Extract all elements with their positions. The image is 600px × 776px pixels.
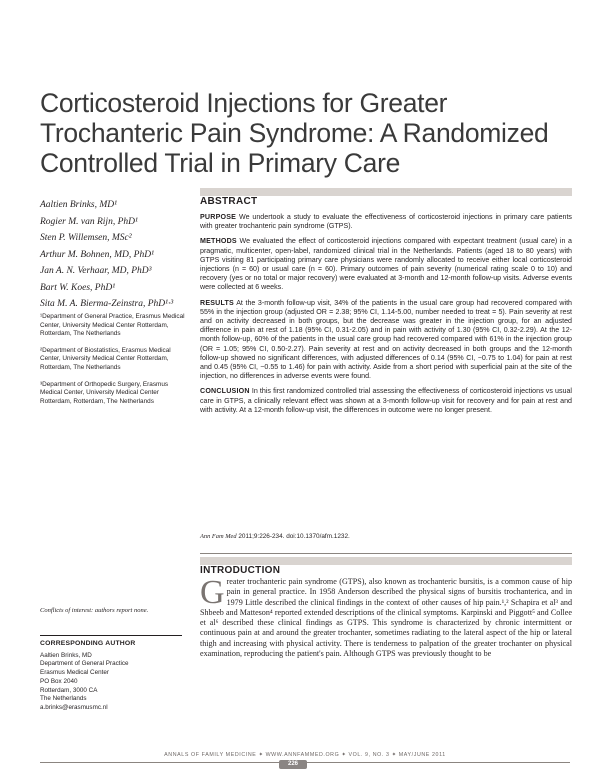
abstract-heading: ABSTRACT xyxy=(200,196,258,207)
affiliation: ¹Department of General Practice, Erasmus Medical Center, University Medical Center Rotterdam, Rotterdam, The Netherlands xyxy=(40,313,185,338)
introduction-body xyxy=(200,574,572,659)
results-text: At the 3-month follow-up visit, 34% of the patients in the usual care group had recovered compared with 55% in the injection group (adjusted OR = 2.38; 95% CI, 1.14-5.00, number needed to treat = 5). Pain severity at rest and on activity decreased in both groups, but the decrease was greater in the injection group, for an adjusted difference in pain at rest of 1.18 (95% CI, 0.31-2.05) and in pain with activity of 1.30 (95% CI, 0.32-2.29). At the 12-month follow-up, 60% of the patients in the usual care group had recovered compared with 61% in the injection group (OR = 1.05; 95% CI, 0.50-2.27). Pain severity at rest and on activity decreased in both groups and the 12-month follow-up showed no significant differences, with adjusted differences of 0.14 (95% CI, −0.75 to 1.04) for pain at rest and 0.45 (95% CI, −0.55 to 1.46) for pain with activity. Aside from a short period with superficial pain at the site of the injection, no differences in adverse events were found. xyxy=(200,298,572,381)
address-line: The Netherlands xyxy=(40,695,87,703)
address-line: Department of General Practice xyxy=(40,660,129,668)
section-bar xyxy=(200,557,572,565)
author: Sten P. Willemsen, MSc² xyxy=(40,233,132,243)
methods-text: We evaluated the effect of corticosteroid injections compared with expectant treatment (usual care) in a pragmatic, multicenter, open-label, randomized clinical trial in the Netherlands. Patients (aged 18 to 80 years) with GTPS visiting 81 participating primary care physicians were randomly allocated to receive either local corticosteroid injections (n = 60) or usual care (n = 60). Primary outcomes of pain severity (numerical rating scale 0 to 10) and recovery (yes or no total or major recovery) were evaluated at 3-month and 12-month follow-up visits. Adverse events were collected at 6 weeks. xyxy=(200,237,572,292)
address-line: Aaltien Brinks, MD xyxy=(40,651,92,659)
divider xyxy=(40,635,182,636)
conclusion-label: CONCLUSION xyxy=(200,387,250,396)
drop-cap: G xyxy=(200,574,225,611)
section-bar xyxy=(200,188,572,196)
introduction-text: reater trochanteric pain syndrome (GTPS), also known as trochanteric bursitis, is a common cause of hip pain in general practice. In 1958 Anderson described the physical signs of bursitis trochanterica, and in 1979 Little described the clinical findings in the context of other causes of hip pain.¹,² Schapira et al³ and Shbeeb and Matteson⁴ reported extended descriptions of the clinical symptoms. Karpinski and Piggott⁵ and Collee et al⁶ described these clinical findings as GTPS. This syndrome is characterized by chronic intermittent or continuous pain at and around the greater trochanter, sometimes radiating to the lateral aspect of the hip or lateral thigh and increasing with physical activity. There is tenderness to palpation of the greater trochanter on physical examination, reproducing the patient's pain. Although GTPS was previously thought to be xyxy=(200,577,572,659)
address-line: Rotterdam, 3000 CA xyxy=(40,686,98,694)
article-title: Corticosteroid Injections for Greater Trochanteric Pain Syndrome: A Randomized Controlled Trial in Primary Care xyxy=(40,88,549,178)
author: Arthur M. Bohnen, MD, PhD¹ xyxy=(40,249,154,260)
abstract-body xyxy=(200,213,572,421)
address-line: Erasmus Medical Center xyxy=(40,669,109,677)
corresponding-author-heading: CORRESPONDING AUTHOR xyxy=(40,640,136,647)
conflicts-of-interest: Conflicts of interest: authors report none. xyxy=(40,607,149,614)
abstract-purpose xyxy=(200,213,572,231)
author: Bart W. Koes, PhD¹ xyxy=(40,282,116,293)
journal-name: Ann Fam Med xyxy=(200,533,237,540)
address-line: PO Box 2040 xyxy=(40,677,78,685)
author-list xyxy=(40,197,190,313)
affiliation: ³Department of Orthopedic Surgery, Erasmus Medical Center, University Medical Center Rotterdam, Rotterdam, The Netherlands xyxy=(40,380,169,405)
citation xyxy=(200,533,572,540)
affiliation: ²Department of Biostatistics, Erasmus Medical Center, University Medical Center Rotterdam, Rotterdam, The Netherlands xyxy=(40,346,171,371)
abstract-conclusion xyxy=(200,387,572,415)
author: Jan A. N. Verhaar, MD, PhD³ xyxy=(40,266,152,276)
journal-footer: ANNALS OF FAMILY MEDICINE ✦ WWW.ANNFAMMED.ORG ✦ VOL. 9, NO. 3 ✦ MAY/JUNE 2011 xyxy=(164,752,446,758)
purpose-label: PURPOSE xyxy=(200,213,237,221)
conclusion-text: In this first randomized controlled trial assessing the effectiveness of corticosteroid injections vs usual care in GTPS, a clinically relevant effect was shown at a 3-month follow-up visit for recovery and for pain at rest and with activity. At a 12-month follow-up visit, the differences in outcome were no longer present. xyxy=(200,387,572,414)
methods-label: METHODS xyxy=(200,237,237,246)
email-link[interactable]: a.brinks@erasmusmc.nl xyxy=(40,703,108,711)
divider xyxy=(200,553,572,554)
abstract-results xyxy=(200,299,572,382)
page-number: 226 xyxy=(279,760,307,769)
author: Aaltien Brinks, MD¹ xyxy=(40,200,117,210)
author: Rogier M. van Rijn, PhD¹ xyxy=(40,216,138,227)
introduction-heading: INTRODUCTION xyxy=(200,565,281,576)
corresponding-author xyxy=(40,640,190,713)
abstract-methods xyxy=(200,237,572,292)
author: Sita M. A. Bierma-Zeinstra, PhD¹·³ xyxy=(40,299,174,309)
affiliations xyxy=(40,313,190,414)
citation-details[interactable]: 2011;9:226-234. doi:10.1370/afm.1232. xyxy=(238,533,350,540)
results-label: RESULTS xyxy=(200,298,234,307)
purpose-text: We undertook a study to evaluate the effectiveness of corticosteroid injections in primary care patients with greater trochanteric pain syndrome (GTPS). xyxy=(200,213,572,231)
